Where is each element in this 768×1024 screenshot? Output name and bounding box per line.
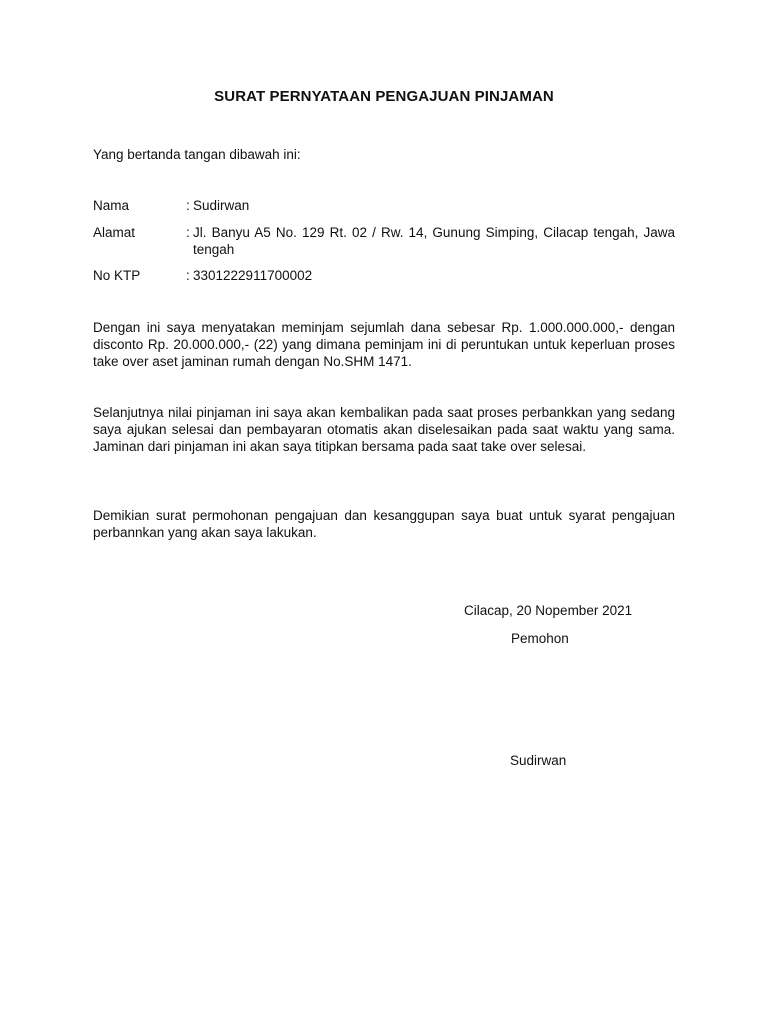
field-nama-label: Nama xyxy=(93,198,130,213)
document-title: SURAT PERNYATAAN PENGAJUAN PINJAMAN xyxy=(214,88,554,105)
field-alamat-colon: : xyxy=(186,225,190,240)
intro-text: Yang bertanda tangan dibawah ini: xyxy=(93,147,301,162)
field-no-ktp-label: No KTP xyxy=(93,268,141,283)
place-date: Cilacap, 20 Nopember 2021 xyxy=(464,603,633,618)
signer-name: Sudirwan xyxy=(510,753,567,768)
field-nama-value: Sudirwan xyxy=(193,198,250,213)
field-no-ktp-value: 3301222911700002 xyxy=(193,268,313,283)
field-alamat-label: Alamat xyxy=(93,225,136,240)
applicant-role: Pemohon xyxy=(511,631,569,646)
field-no-ktp-colon: : xyxy=(186,268,190,283)
paragraph-repayment: Selanjutnya nilai pinjaman ini saya akan kembalikan pada saat proses perbankkan yang sedang saya ajukan selesai dan pembayaran otomatis akan diselesaikan pada saat waktu yang sama. Jaminan dari pinjaman ini akan saya titipkan bersama pada saat take over selesai. xyxy=(93,405,675,454)
paragraph-closing: Demikian surat permohonan pengajuan dan kesanggupan saya buat untuk syarat pengajuan perbannkan yang akan saya lakukan. xyxy=(93,508,675,540)
paragraph-loan-statement: Dengan ini saya menyatakan meminjam sejumlah dana sebesar Rp. 1.000.000.000,- dengan disconto Rp. 20.000.000,- (22) yang dimana peminjam ini di peruntukan untuk keperluan proses take over aset jaminan rumah dengan No.SHM 1471. xyxy=(93,320,675,369)
field-alamat-value: Jl. Banyu A5 No. 129 Rt. 02 / Rw. 14, Gunung Simping, Cilacap tengah, Jawa tengah xyxy=(193,225,675,257)
field-nama-colon: : xyxy=(186,198,190,213)
